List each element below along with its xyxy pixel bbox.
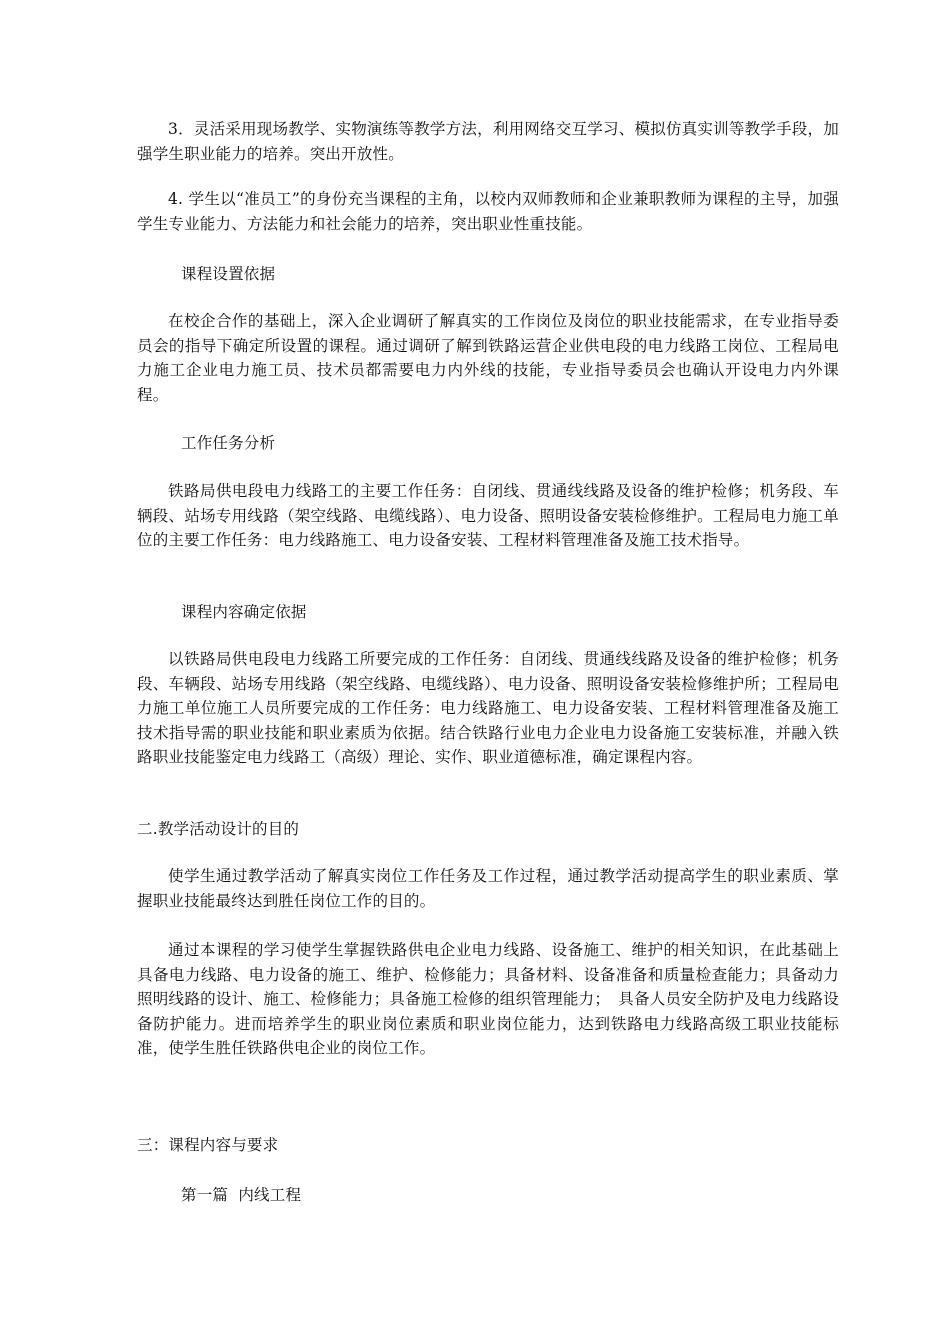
paragraph-course-basis: 在校企合作的基础上，深入企业调研了解真实的工作岗位及岗位的职业技能需求，在专业指导委员会的指导下确定所设置的课程。通过调研了解到铁路运营企业供电段的电力线路工岗位、工程局电力施工企业电力施工员、技术员都需要电力内外线的技能，专业指导委员会也确认开设电力内外课程。 [137,312,839,404]
heading-course-requirements: 三：课程内容与要求 [137,1136,279,1154]
heading-content-basis: 课程内容确定依据 [181,603,307,621]
heading-activity-purpose: 二.教学活动设计的目的 [137,820,300,838]
paragraph-teaching-method: 3．灵活采用现场教学、实物演练等教学方法，利用网络交互学习、模拟仿真实训等教学手段，加强学生职业能力的培养。突出开放性。 [137,120,839,163]
heading-course-basis: 课程设置依据 [181,265,276,283]
paragraph-purpose-2: 通过本课程的学习使学生掌握铁路供电企业电力线路、设备施工、维护的相关知识，在此基础上具备电力线路、电力设备的施工、维护、检修能力；具备材料、设备准备和质量检查能力；具备动力照明线路的设计、施工、检修能力；具备施工检修的组织管理能力； 具备人员安全防护及电力线路设备防护能力。进而培养学生的职业岗位素质和职业岗位能力，达到铁路电力线路高级工职业技能标准，使学生胜任铁路供电企业的岗位工作。 [137,941,839,1057]
paragraph-content-basis: 以铁路局供电段电力线路工所要完成的工作任务：自闭线、贯通线线路及设备的维护检修；机务段、车辆段、站场专用线路（架空线路、电缆线路）、电力设备、照明设备安装检修维护所；工程局电力施工单位施工人员所要完成的工作任务：电力线路施工、电力设备安装、工程材料管理准备及施工技术指导需的职业技能和职业素质为依据。结合铁路行业电力企业电力设备施工安装标准，并融入铁路职业技能鉴定电力线路工（高级）理论、实作、职业道德标准，确定课程内容。 [137,650,839,766]
paragraph-task-analysis: 铁路局供电段电力线路工的主要工作任务：自闭线、贯通线线路及设备的维护检修；机务段、车辆段、站场专用线路（架空线路、电缆线路）、电力设备、照明设备安装检修维护。工程局电力施工单位的主要工作任务：电力线路施工、电力设备安装、工程材料管理准备及施工技术指导。 [137,482,839,549]
heading-task-analysis: 工作任务分析 [181,434,276,452]
paragraph-student-role: 4. 学生以“准员工”的身份充当课程的主角，以校内双师教师和企业兼职教师为课程的主导，加强学生专业能力、方法能力和社会能力的培养，突出职业性重技能。 [137,190,839,233]
heading-part-one: 第一篇 内线工程 [181,1186,302,1204]
paragraph-purpose-1: 使学生通过教学活动了解真实岗位工作任务及工作过程，通过教学活动提高学生的职业素质、掌握职业技能最终达到胜任岗位工作的目的。 [137,867,839,910]
